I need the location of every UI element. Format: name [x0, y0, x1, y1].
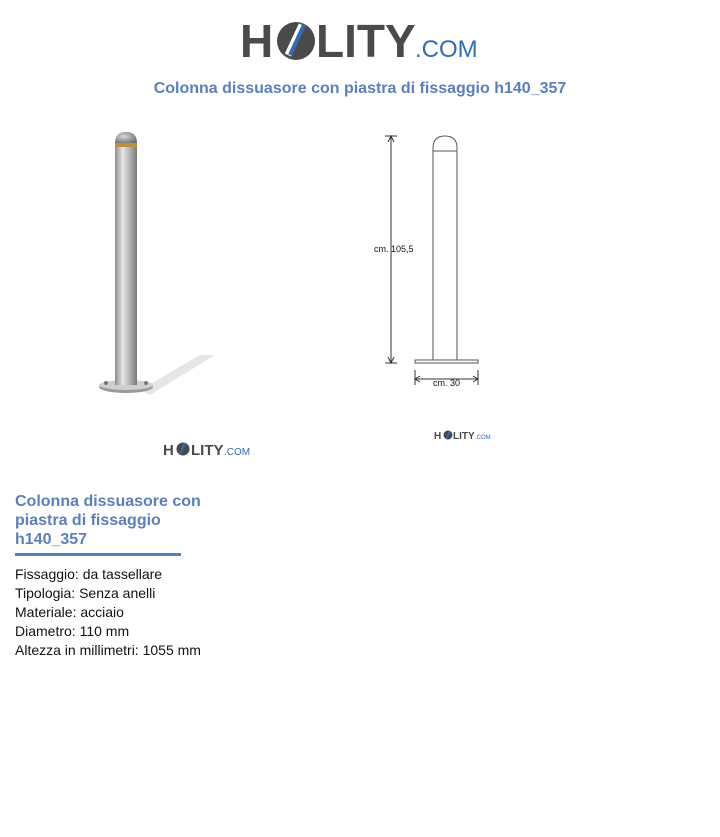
svg-text:.COM: .COM	[224, 447, 251, 458]
gold-ring	[115, 143, 137, 147]
holity-logo	[240, 15, 480, 65]
product-specs	[15, 565, 201, 660]
svg-text:.COM: .COM	[475, 435, 491, 441]
svg-text:LITY: LITY	[191, 442, 224, 459]
page-title: Colonna dissuasore con piastra di fissaggio h140_357	[153, 80, 567, 97]
svg-text:H: H	[434, 431, 442, 442]
svg-text:H: H	[163, 442, 174, 459]
bollard-pole	[115, 143, 137, 385]
spec-altezza: Altezza in millimetri: 1055 mm	[15, 642, 201, 658]
photo-watermark	[163, 442, 250, 459]
width-label: cm. 30	[433, 378, 461, 388]
drawing-watermark	[434, 431, 491, 443]
title-underline	[15, 553, 181, 556]
logo-com: .COM	[415, 36, 478, 63]
logo-o-icon	[277, 22, 315, 60]
logo-h: H	[240, 15, 274, 65]
product-photo	[0, 115, 360, 475]
bollard-cap	[115, 132, 137, 143]
height-label: cm. 105,5	[374, 244, 414, 254]
spec-tipologia: Tipologia: Senza anelli	[15, 585, 156, 601]
logo-lity: LITY	[316, 15, 416, 65]
svg-text:LITY: LITY	[453, 431, 475, 442]
product-title: Colonna dissuasore con piastra di fissaggio h140_357	[15, 493, 201, 548]
technical-drawing	[360, 115, 660, 475]
drawing-pole	[415, 136, 478, 363]
spec-diametro: Diametro: 110 mm	[15, 623, 130, 639]
spec-materiale: Materiale: acciaio	[15, 604, 124, 620]
site-logo[interactable]	[0, 10, 720, 70]
spec-fissaggio: Fissaggio: da tassellare	[15, 566, 163, 582]
